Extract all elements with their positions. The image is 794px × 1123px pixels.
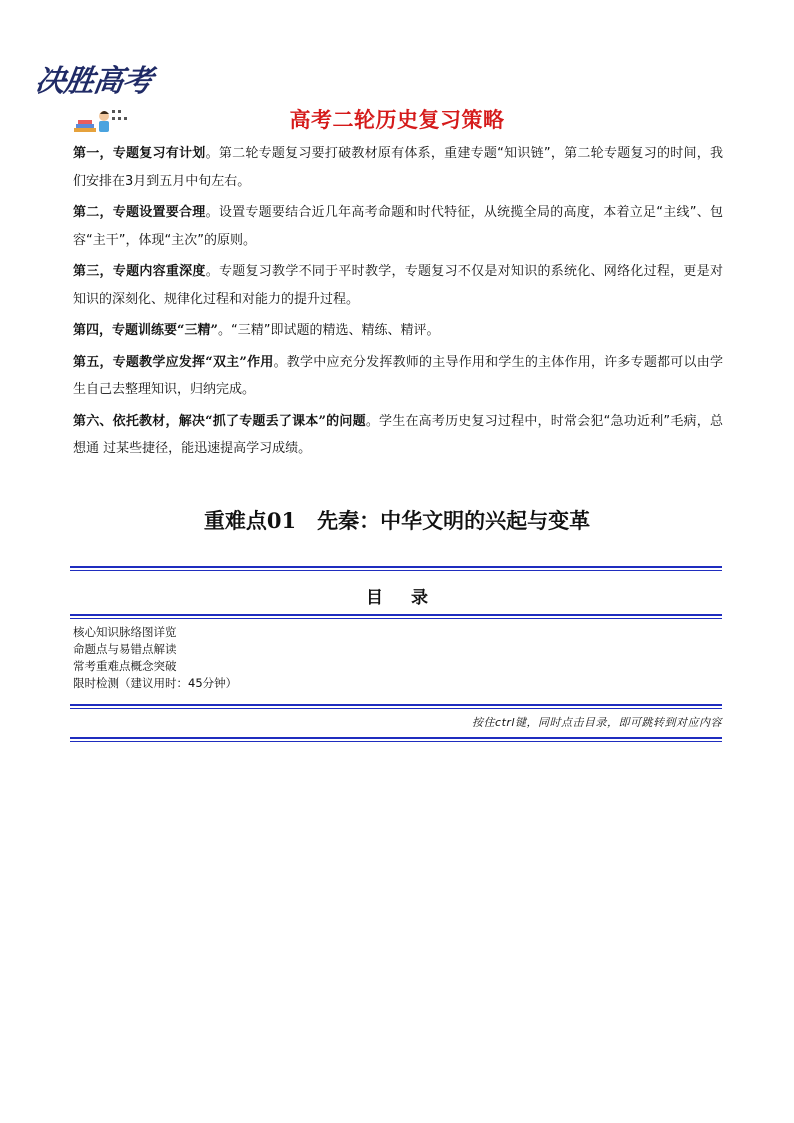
logo-text: 决胜高考: [33, 64, 154, 99]
rule-thick: [70, 614, 722, 616]
toc-bottom-rule: [70, 704, 722, 709]
paragraph-body: 。学生在高考历史复习过程中，时常会犯“急功近利”毛病，总想通 过某些捷径，能迅速提高学习成绩。: [73, 413, 723, 456]
toc-heading: 目录: [366, 588, 456, 608]
intro-paragraph: [73, 408, 723, 463]
intro-paragraphs: [73, 140, 723, 467]
toc-top-rule: [70, 566, 722, 571]
section-title: 重难点01 先秦：中华文明的兴起与变革: [203, 508, 591, 533]
rule-thick: [70, 704, 722, 706]
paragraph-lead: 第五，专题教学应发挥“双主”作用: [73, 354, 274, 370]
intro-paragraph: [73, 317, 723, 345]
document-title: 高考二轮历史复习策略: [289, 108, 505, 132]
paragraph-body: 。“三精”即试题的精选、精练、精评。: [217, 323, 440, 338]
rule-thin: [70, 618, 722, 619]
rule-thin: [70, 741, 722, 742]
paragraph-lead: 第六、依托教材，解决“抓了专题丢了课本”的问题: [73, 413, 366, 429]
paragraph-body: 。教学中应充分发挥教师的主导作用和学生的主体作用，许多专题都可以由学生自己去整理知识，归纳完成。: [73, 354, 723, 397]
paragraph-body: 。设置专题要结合近几年高考命题和时代特征，从统揽全局的高度，本着立足“主线”、包容“主干”，体现“主次”的原则。: [73, 205, 723, 248]
rule-thick: [70, 737, 722, 739]
rule-thin: [70, 708, 722, 709]
rule-thin: [70, 570, 722, 571]
paragraph-lead: 第四，专题训练要“三精”: [73, 323, 218, 338]
intro-paragraph: [73, 258, 723, 313]
toc-list: [73, 624, 237, 692]
toc-item-timed-test[interactable]: 限时检测（建议用时：45分钟）: [73, 676, 238, 690]
toc-end-rule: [70, 737, 722, 742]
paragraph-body: 。第二轮专题复习要打破教材原有体系，重建专题“知识链”，第二轮专题复习的时间，我们安排在3月到五月中旬左右。: [73, 146, 723, 189]
paragraph-body: 。专题复习教学不同于平时教学，专题复习不仅是对知识的系统化、网络化过程，更是对知识的深刻化、规律化过程和对能力的提升过程。: [73, 264, 723, 307]
intro-paragraph: [73, 199, 723, 254]
toc-item-exam-points[interactable]: 命题点与易错点解读: [73, 642, 177, 656]
toc-item-knowledge-map[interactable]: 核心知识脉络图详览: [73, 625, 177, 639]
intro-paragraph: [73, 140, 723, 195]
rule-thick: [70, 566, 722, 568]
toc-navigation-note: 按住ctrl键，同时点击目录，即可跳转到对应内容: [472, 716, 722, 729]
paragraph-lead: 第一，专题复习有计划: [73, 146, 206, 161]
intro-paragraph: [73, 349, 723, 404]
toc-item-key-concepts[interactable]: 常考重难点概念突破: [73, 659, 177, 673]
paragraph-lead: 第二，专题设置要合理: [73, 205, 206, 220]
toc-heading-rule: [70, 614, 722, 619]
paragraph-lead: 第三，专题内容重深度: [73, 264, 206, 279]
